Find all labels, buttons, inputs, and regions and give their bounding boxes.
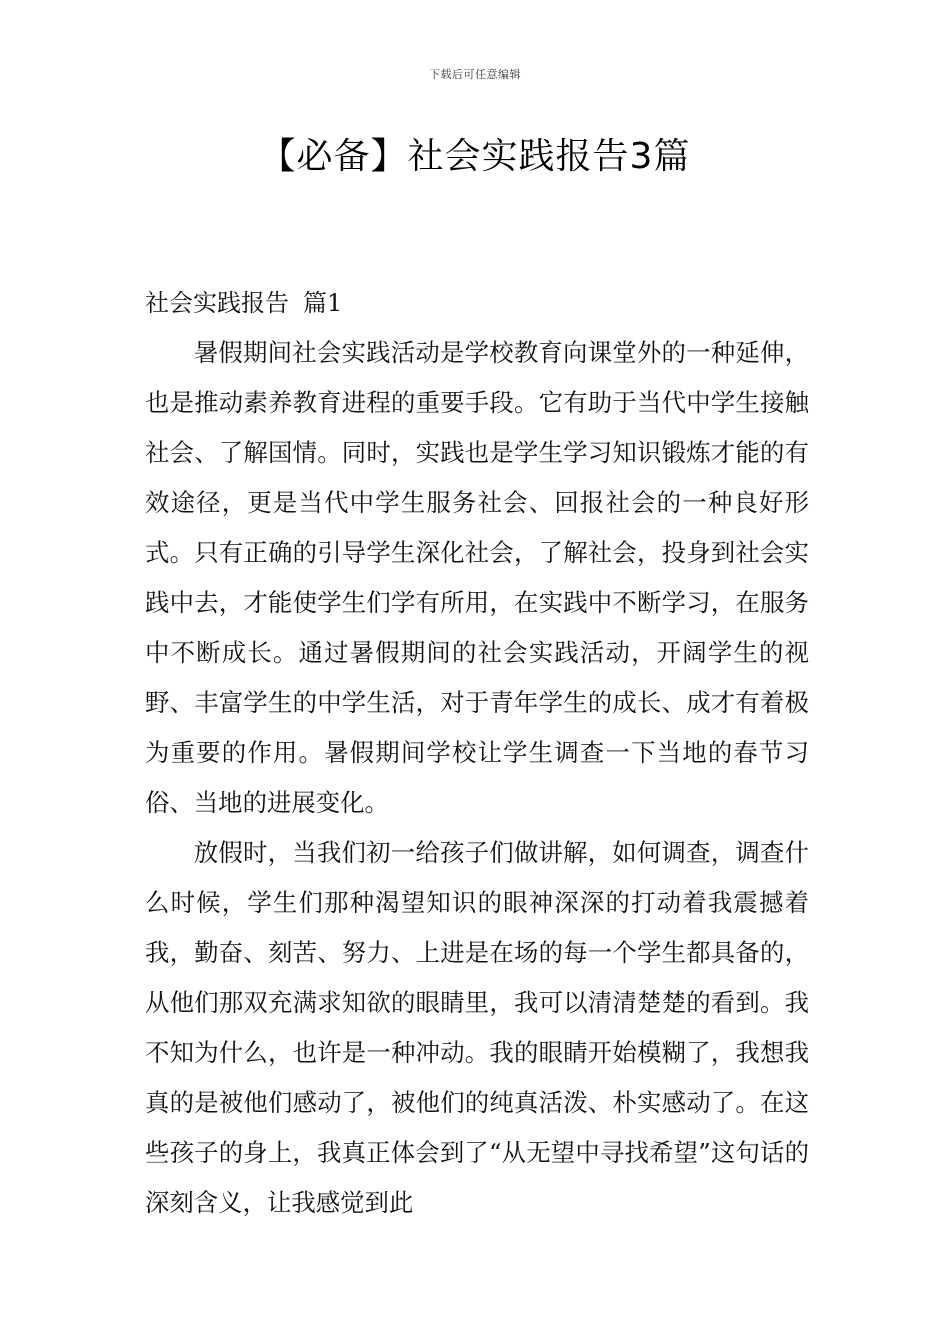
section-heading-number: 篇1 — [303, 289, 343, 317]
section-heading-label: 社会实践报告 — [145, 289, 289, 317]
header-note: 下载后可任意编辑 — [429, 68, 521, 81]
document-title: 【必备】社会实践报告3篇 — [259, 136, 691, 177]
body-paragraph-2: 放假时，当我们初一给孩子们做讲解，如何调查，调查什么时候，学生们那种渴望知识的眼神深深的打动着我震撼着我，勤奋、刻苦、努力、上进是在场的每一个学生都具备的，从他们那双充满求知欲的眼睛里，我可以清清楚楚的看到。我不知为什么，也许是一种冲动。我的眼睛开始模糊了，我想我真的是被他们感动了，被他们的纯真活泼、朴实感动了。在这些孩子的身上，我真正体会到了“从无望中寻找希望”这句话的深刻含义，让我感觉到此 — [145, 838, 809, 1217]
section-heading — [145, 278, 809, 328]
body-paragraph-1: 暑假期间社会实践活动是学校教育向课堂外的一种延伸，也是推动素养教育进程的重要手段。它有助于当代中学生接触社会、了解国情。同时，实践也是学生学习知识锻炼才能的有效途径，更是当代中学生服务社会、回报社会的一种良好形式。只有正确的引导学生深化社会，了解社会，投身到社会实践中去，才能使学生们学有所用，在实践中不断学习，在服务中不断成长。通过暑假期间的社会实践活动，开阔学生的视野、丰富学生的中学生活，对于青年学生的成长、成才有着极为重要的作用。暑假期间学校让学生调查一下当地的春节习俗、当地的进展变化。 — [145, 338, 809, 817]
document-body — [145, 278, 809, 1228]
